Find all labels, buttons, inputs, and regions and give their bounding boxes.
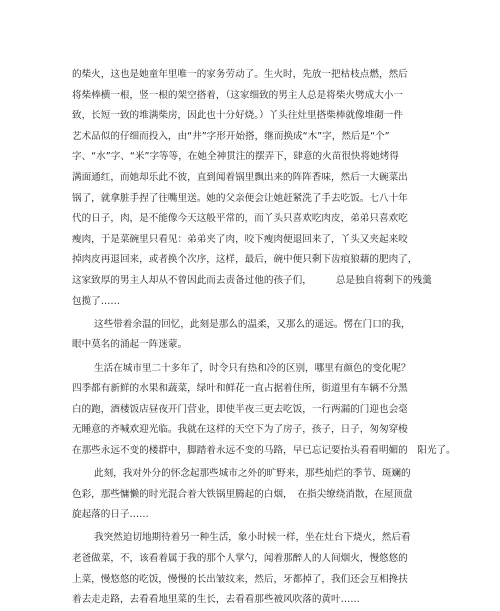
text-line: 字、“水”字、“米”字等等，在她全神贯注的摆弄下，肆意的火苗很快将她烤得 bbox=[72, 151, 399, 163]
text-line: 艺术品似的仔细而投入，由“井”字形开始搭，继而换成“木”字，然后是“个” bbox=[72, 130, 390, 142]
text-line: 白的跑，酒楼饭店昼夜开门营业，即使半夜三更去吃饭，一行两漏的门迎也会毫 bbox=[72, 403, 408, 415]
text-line: 色彩，那些慵懒的时光混合着大铁锅里腾起的白烟， 在指尖缭绕消散，在屋顶盘 bbox=[72, 488, 413, 500]
paragraph-start-line: 生活在城市里二十多年了，时令只有热和冷的区别，哪里有颜色的变化呢？ bbox=[94, 362, 411, 374]
text-line: 瘦肉，于是菜碗里只看见：弟弟夹了肉，咬下瘦肉便退回来了，丫头又夹起来咬 bbox=[72, 233, 408, 245]
paragraph-start-line: 这些带着余温的回忆，此刻是那么的温柔，又那么的遥远。愣在门口的我， bbox=[94, 318, 411, 330]
text-line: 旋起落的日子…… bbox=[72, 509, 149, 521]
text-line: 满面通红，而她却乐此不彼，直到闻着锅里飘出来的阵阵香味，然后一大碗菜出 bbox=[72, 171, 408, 183]
text-line: 锅了，就拿脏手捏了往嘴里送。她的父亲便会让她赶紧洗了手去吃饭。七八十年 bbox=[72, 192, 408, 204]
text-line: 代的日子，肉，是不能像今天这般平常的，而丫头只喜欢吃肉皮，弟弟只喜欢吃 bbox=[72, 213, 408, 225]
text-line: 着去走走路，去看看地里菜的生长，去看看那些被风吹落的黄叶…… bbox=[72, 594, 360, 606]
paragraph-start-line: 我突然迫切地期待着另一种生活，象小时候一样，坐在灶台下烧火，然后看 bbox=[94, 532, 411, 544]
text-line: 掉肉皮再退回来，或者换个次序，这样，最后，碗中便只剩下齿痕狼藉的肥肉了， bbox=[72, 254, 418, 266]
text-line: 将柴棒横一根，竖一根的架空搭着，（这家细致的男主人总是将柴火劈成大小一 bbox=[72, 89, 403, 101]
paragraph-start-line: 此刻，我对外分的怀念起那些城市之外的旷野来，那些灿烂的季节、斑斓的 bbox=[94, 468, 411, 480]
text-line: 包揽了…… bbox=[72, 295, 120, 307]
text-line: 的柴火，这也是她童年里唯一的家务劳动了。生火时，先放一把枯枝点燃，然后 bbox=[72, 69, 408, 80]
text-line: 眼中莫名的涌起一阵迷蒙。 bbox=[72, 339, 188, 351]
text-line: 老爸做菜，不，该看着属于我的那个人掌勺，闻着那醉人的人间烟火，慢悠悠的 bbox=[72, 553, 408, 565]
document-page bbox=[72, 65, 456, 611]
text-line: 无睡意的齐喊欢迎光临。我就在这样的天空下为了房子，孩子，日子，匆匆穿梭 bbox=[72, 424, 408, 436]
text-line: 四季都有新鲜的水果和蔬菜，绿叶和鲜花一直占据着住所，街道里有车辆不分黑 bbox=[72, 383, 408, 395]
text-line: 这家致厚的男主人却从不曾因此而去责备过他的孩子们， 总是独自将剩下的残羹 bbox=[72, 274, 432, 286]
text-line: 在那些永远不变的楼群中，脚踏着永远不变的马路，早已忘记要抬头看看明媚的 阳光了。 bbox=[72, 444, 456, 456]
text-line: 上菜，慢悠悠的吃饭，慢慢的长出皱纹来，然后，牙都掉了，我们还会互相搀扶 bbox=[72, 573, 408, 585]
text-line: 致，长短一致的堆满柴房，因此也十分好烧。）丫头往灶里搭柴棒就像堆砌一件 bbox=[72, 110, 403, 122]
